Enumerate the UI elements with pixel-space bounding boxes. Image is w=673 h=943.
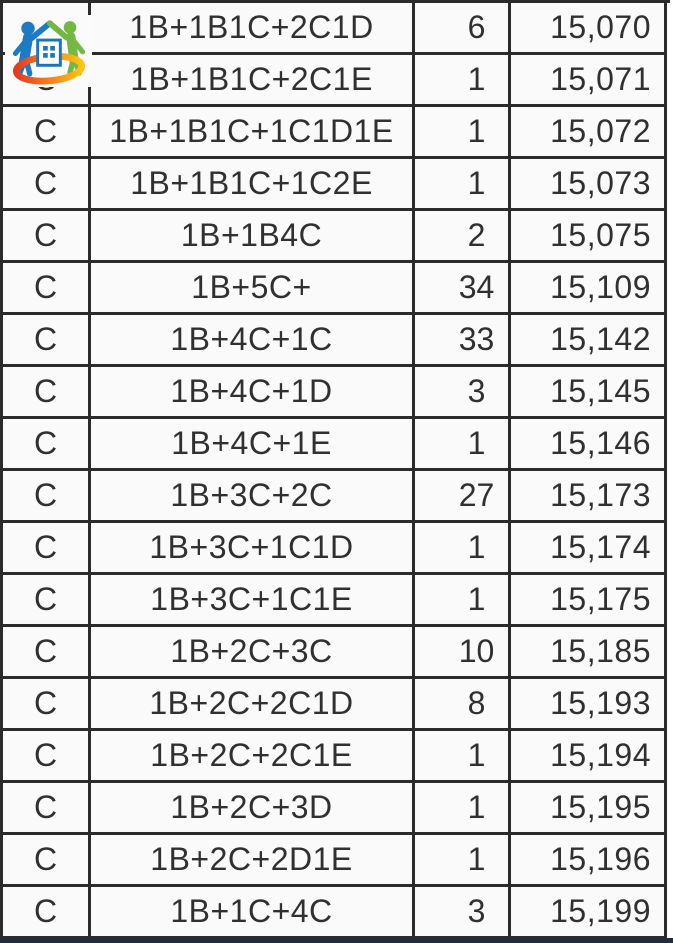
category-cell[interactable]: C [3, 627, 91, 679]
table-row [3, 419, 670, 471]
category-cell[interactable]: C [3, 211, 91, 263]
value-cell[interactable]: 15,185 [511, 627, 667, 679]
count-cell[interactable]: 10 [415, 627, 511, 679]
code-cell[interactable]: 1B+2C+3C [91, 627, 415, 679]
code-cell[interactable]: 1B+3C+1C1D [91, 523, 415, 575]
table-row [3, 835, 670, 887]
code-cell[interactable]: 1B+4C+1E [91, 419, 415, 471]
category-cell[interactable]: C [3, 107, 91, 159]
value-cell[interactable]: 15,199 [511, 887, 667, 939]
value-cell[interactable]: 15,071 [511, 55, 667, 107]
code-cell[interactable]: 1B+2C+3D [91, 783, 415, 835]
table-row [3, 3, 670, 55]
app-logo [5, 15, 92, 87]
code-cell[interactable]: 1B+2C+2C1E [91, 731, 415, 783]
value-cell[interactable]: 15,073 [511, 159, 667, 211]
value-cell[interactable]: 15,196 [511, 835, 667, 887]
count-cell[interactable]: 3 [415, 887, 511, 939]
value-cell[interactable]: 15,072 [511, 107, 667, 159]
code-cell[interactable]: 1B+1C+4C [91, 887, 415, 939]
value-cell[interactable]: 15,174 [511, 523, 667, 575]
table-row [3, 731, 670, 783]
category-cell[interactable]: C [3, 575, 91, 627]
value-cell[interactable]: 15,142 [511, 315, 667, 367]
table-row [3, 367, 670, 419]
category-cell[interactable]: C [3, 419, 91, 471]
table-row [3, 159, 670, 211]
code-cell[interactable]: 1B+5C+ [91, 263, 415, 315]
count-cell[interactable]: 1 [415, 783, 511, 835]
count-cell[interactable]: 1 [415, 159, 511, 211]
category-cell[interactable]: C [3, 471, 91, 523]
value-cell[interactable]: 15,145 [511, 367, 667, 419]
category-cell[interactable]: C [3, 731, 91, 783]
category-cell[interactable]: C [3, 679, 91, 731]
table-row [3, 679, 670, 731]
value-cell[interactable]: 15,109 [511, 263, 667, 315]
count-cell[interactable]: 6 [415, 3, 511, 55]
table-row [3, 315, 670, 367]
code-cell[interactable]: 1B+4C+1C [91, 315, 415, 367]
code-cell[interactable]: 1B+2C+2D1E [91, 835, 415, 887]
code-cell[interactable]: 1B+1B1C+2C1D [91, 3, 415, 55]
count-cell[interactable]: 1 [415, 419, 511, 471]
table-row [3, 523, 670, 575]
house-people-logo [7, 17, 91, 85]
table-row [3, 211, 670, 263]
category-cell[interactable]: C [3, 315, 91, 367]
table-row [3, 627, 670, 679]
code-cell[interactable]: 1B+3C+2C [91, 471, 415, 523]
count-cell[interactable]: 1 [415, 55, 511, 107]
code-cell[interactable]: 1B+4C+1D [91, 367, 415, 419]
category-cell[interactable]: C [3, 159, 91, 211]
bottom-border-bar [0, 938, 673, 943]
code-cell[interactable]: 1B+1B1C+1C1D1E [91, 107, 415, 159]
code-cell[interactable]: 1B+3C+1C1E [91, 575, 415, 627]
value-cell[interactable]: 15,194 [511, 731, 667, 783]
category-cell[interactable]: C [3, 263, 91, 315]
category-cell[interactable]: C [3, 783, 91, 835]
code-cell[interactable]: 1B+2C+2C1D [91, 679, 415, 731]
category-cell[interactable]: C [3, 887, 91, 939]
count-cell[interactable]: 27 [415, 471, 511, 523]
value-cell[interactable]: 15,195 [511, 783, 667, 835]
count-cell[interactable]: 33 [415, 315, 511, 367]
table-row [3, 783, 670, 835]
category-cell[interactable]: C [3, 523, 91, 575]
count-cell[interactable]: 2 [415, 211, 511, 263]
value-cell[interactable]: 15,075 [511, 211, 667, 263]
value-cell[interactable]: 15,173 [511, 471, 667, 523]
code-cell[interactable]: 1B+1B1C+2C1E [91, 55, 415, 107]
value-cell[interactable]: 15,175 [511, 575, 667, 627]
value-cell[interactable]: 15,146 [511, 419, 667, 471]
count-cell[interactable]: 3 [415, 367, 511, 419]
count-cell[interactable]: 1 [415, 731, 511, 783]
count-cell[interactable]: 1 [415, 523, 511, 575]
count-cell[interactable]: 8 [415, 679, 511, 731]
code-cell[interactable]: 1B+1B1C+1C2E [91, 159, 415, 211]
table-row [3, 887, 670, 939]
value-cell[interactable]: 15,070 [511, 3, 667, 55]
table-row [3, 575, 670, 627]
table-row [3, 107, 670, 159]
table-row [3, 55, 670, 107]
category-cell[interactable]: C [3, 835, 91, 887]
house-icon [37, 40, 60, 65]
count-cell[interactable]: 1 [415, 107, 511, 159]
table-row [3, 471, 670, 523]
code-cell[interactable]: 1B+1B4C [91, 211, 415, 263]
count-cell[interactable]: 34 [415, 263, 511, 315]
value-cell[interactable]: 15,193 [511, 679, 667, 731]
count-cell[interactable]: 1 [415, 575, 511, 627]
count-cell[interactable]: 1 [415, 835, 511, 887]
table-row [3, 263, 670, 315]
category-cell[interactable]: C [3, 367, 91, 419]
